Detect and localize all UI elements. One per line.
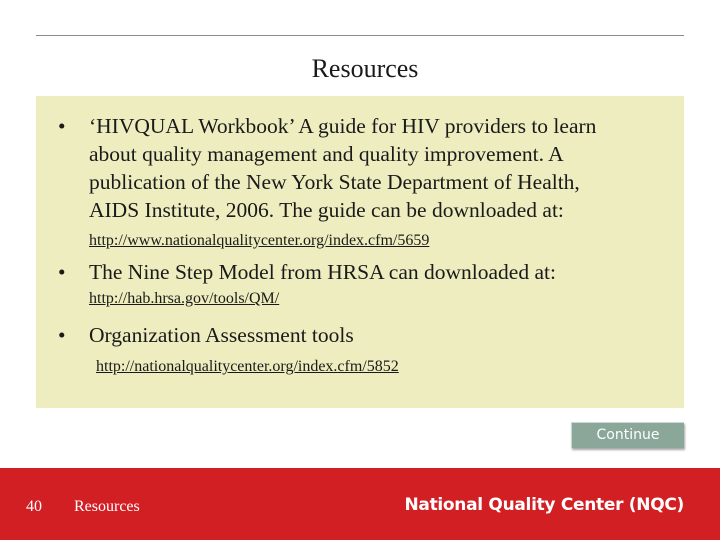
bullet-marker: • (58, 114, 66, 138)
bullet-line: The Nine Step Model from HRSA can downloaded at: (89, 260, 556, 284)
bullet-marker: • (58, 260, 66, 284)
page-number: 40 (26, 498, 42, 515)
bullet-line: about quality management and quality improvement. A (89, 142, 564, 166)
hrsa-link[interactable]: http://hab.hrsa.gov/tools/QM/ (89, 290, 280, 307)
slide-title: Resources (311, 54, 419, 83)
bullet-line: ‘HIVQUAL Workbook’ A guide for HIV providers to learn (89, 114, 597, 138)
content-panel (36, 96, 684, 408)
bullet-line: Organization Assessment tools (89, 323, 354, 347)
hivqual-link[interactable]: http://www.nationalqualitycenter.org/index.cfm/5659 (89, 232, 430, 249)
bullet-line: AIDS Institute, 2006. The guide can be downloaded at: (89, 198, 564, 222)
assessment-link[interactable]: http://nationalqualitycenter.org/index.cfm/5852 (96, 358, 399, 375)
bullet-marker: • (58, 323, 66, 347)
organization-logo-text: National Quality Center (NQC) (404, 495, 684, 515)
footer-section-name: Resources (74, 498, 140, 515)
footer-bar (0, 468, 720, 540)
bullet-line: publication of the New York State Department of Health, (89, 170, 580, 194)
continue-button[interactable]: Continue (571, 422, 684, 448)
top-divider (36, 35, 684, 36)
